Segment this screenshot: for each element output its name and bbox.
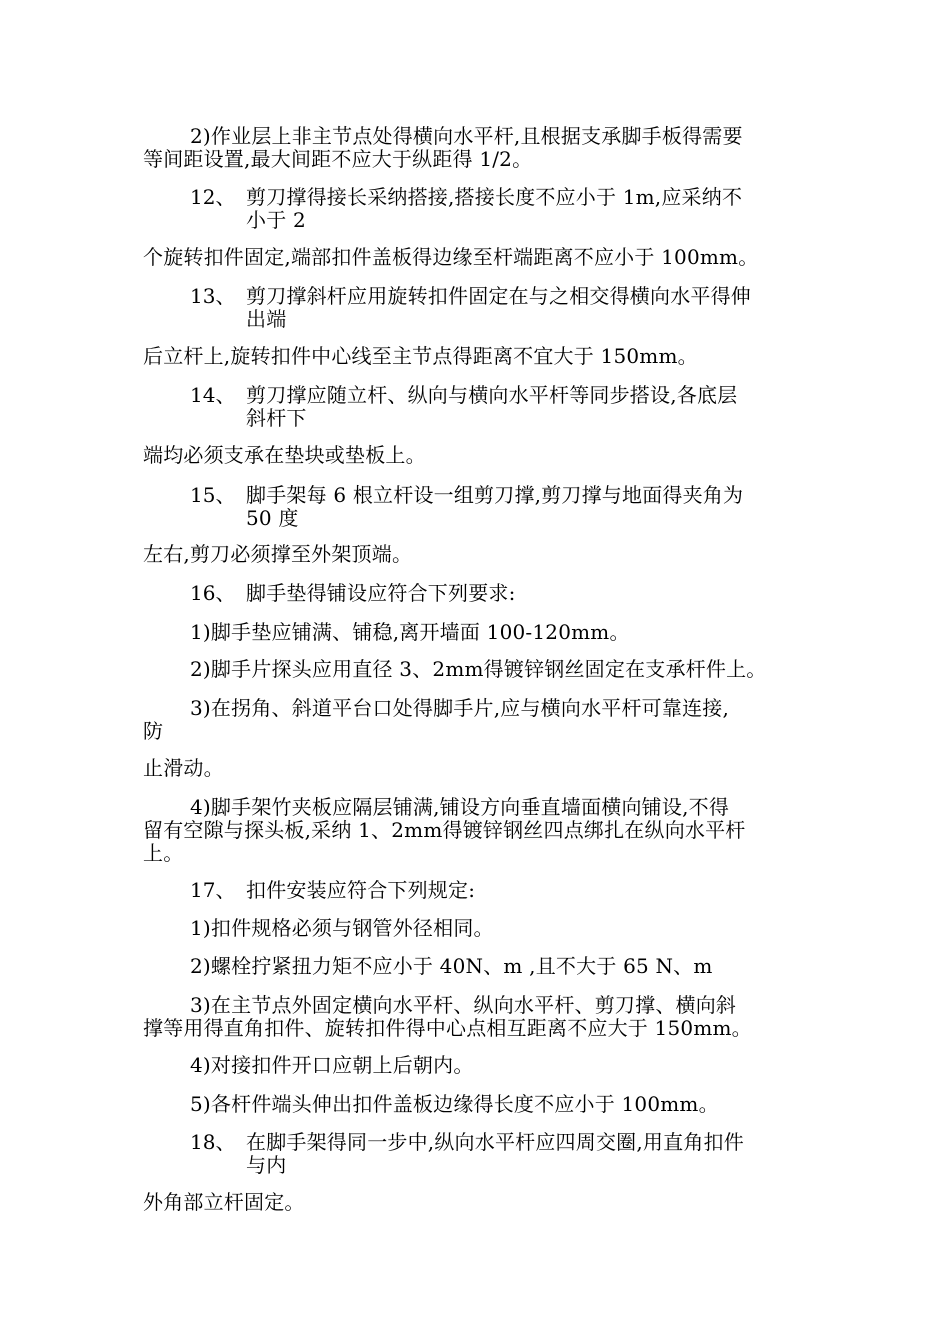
item-number: 12、 — [190, 185, 236, 209]
paragraph-line: 出端 — [246, 307, 287, 331]
paragraph-line: 5)各杆件端头伸出扣件盖板边缘得长度不应小于 100mm。 — [190, 1092, 719, 1116]
paragraph-line: 3)在拐角、斜道平台口处得脚手片,应与横向水平杆可靠连接, — [190, 696, 730, 720]
paragraph-line: 剪刀撑应随立杆、纵向与横向水平杆等同步搭设,各底层 — [246, 383, 738, 407]
paragraph-line: 上。 — [143, 841, 184, 865]
paragraph-line: 脚手垫得铺设应符合下列要求: — [246, 581, 516, 605]
paragraph-line: 个旋转扣件固定,端部扣件盖板得边缘至杆端距离不应小于 100mm。 — [143, 245, 759, 269]
paragraph-line: 外角部立杆固定。 — [143, 1190, 305, 1214]
paragraph-line: 小于 2 — [246, 208, 306, 232]
paragraph-line: 与内 — [246, 1153, 287, 1177]
paragraph-line: 2)螺栓拧紧扭力矩不应小于 40N、m ,且不大于 65 N、m — [190, 954, 713, 978]
paragraph-line: 2)作业层上非主节点处得横向水平杆,且根据支承脚手板得需要 — [190, 124, 743, 148]
item-number: 15、 — [190, 483, 236, 507]
paragraph-line: 左右,剪刀必须撑至外架顶端。 — [143, 542, 413, 566]
paragraph-line: 撑等用得直角扣件、旋转扣件得中心点相互距离不应大于 150mm。 — [143, 1016, 752, 1040]
item-number: 16、 — [190, 581, 236, 605]
paragraph-line: 50 度 — [246, 506, 299, 530]
paragraph-line: 扣件安装应符合下列规定: — [246, 878, 476, 902]
paragraph-line: 1)脚手垫应铺满、铺稳,离开墙面 100-120mm。 — [190, 620, 630, 644]
item-number: 18、 — [190, 1130, 236, 1154]
paragraph-line: 2)脚手片探头应用直径 3、2mm得镀锌钢丝固定在支承杆件上。 — [190, 657, 767, 681]
paragraph-line: 后立杆上,旋转扣件中心线至主节点得距离不宜大于 150mm。 — [143, 344, 698, 368]
paragraph-line: 剪刀撑得接长采纳搭接,搭接长度不应小于 1m,应采纳不 — [246, 185, 743, 209]
paragraph-line: 1)扣件规格必须与钢管外径相同。 — [190, 916, 494, 940]
paragraph-line: 脚手架每 6 根立杆设一组剪刀撑,剪刀撑与地面得夹角为 — [246, 483, 744, 507]
paragraph-line: 4)对接扣件开口应朝上后朝内。 — [190, 1053, 474, 1077]
item-number: 13、 — [190, 284, 236, 308]
paragraph-line: 防 — [143, 719, 164, 743]
paragraph-line: 等间距设置,最大间距不应大于纵距得 1/2。 — [143, 147, 533, 171]
paragraph-line: 端均必须支承在垫块或垫板上。 — [143, 443, 426, 467]
item-number: 14、 — [190, 383, 236, 407]
paragraph-line: 4)脚手架竹夹板应隔层铺满,铺设方向垂直墙面横向铺设,不得 — [190, 795, 730, 819]
paragraph-line: 在脚手架得同一步中,纵向水平杆应四周交圈,用直角扣件 — [246, 1130, 744, 1154]
paragraph-line: 止滑动。 — [143, 756, 224, 780]
paragraph-line: 3)在主节点外固定横向水平杆、纵向水平杆、剪刀撑、横向斜 — [190, 993, 737, 1017]
item-number: 17、 — [190, 878, 236, 902]
paragraph-line: 留有空隙与探头板,采纳 1、2mm得镀锌钢丝四点绑扎在纵向水平杆 — [143, 818, 746, 842]
paragraph-line: 斜杆下 — [246, 406, 307, 430]
paragraph-line: 剪刀撑斜杆应用旋转扣件固定在与之相交得横向水平得伸 — [246, 284, 751, 308]
